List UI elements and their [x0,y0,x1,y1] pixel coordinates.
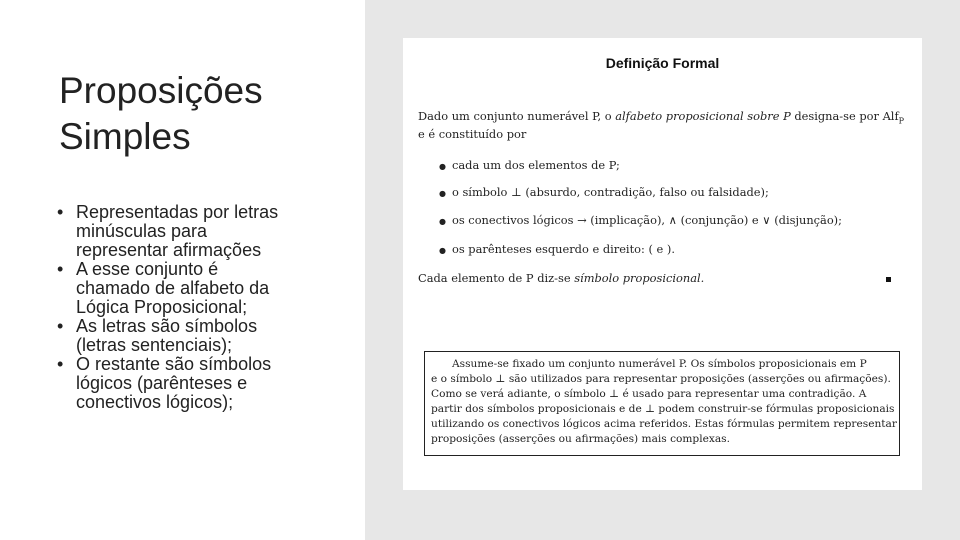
text: Cada elemento de P diz-se [418,271,575,285]
bullet-icon: ● [439,246,446,255]
bullet-line: As letras são símbolos [76,316,258,336]
text: designa-se por Alf [790,109,899,123]
bullet-line: (letras sentenciais); [76,335,233,355]
definition-card [403,38,922,490]
bullet-icon: • [57,354,64,374]
bullet-icon: ● [439,217,446,226]
list-item [439,213,842,227]
bullet-icon: • [57,202,64,222]
text: P [898,116,905,126]
title-line: Proposições [59,70,263,111]
closing-line [418,271,704,285]
bullet-icon: • [57,259,64,279]
bullet-line: conectivos lógicos); [76,392,234,412]
list-item [439,185,769,199]
bullet-icon: ● [439,189,446,198]
slide-title [59,68,263,160]
text: símbolo proposicional. [574,271,705,285]
bullet-line: O restante são símbolos [76,354,272,374]
text: os conectivos lógicos → (implicação), ∧ (conjunção) e ∨ (disjunção); [451,213,842,227]
bullet-icon: ● [439,162,446,171]
bullet-list [57,203,347,412]
note-line: e o símbolo ⊥ são utilizados para representar proposições (asserções ou afirmações). [431,373,891,385]
list-item [439,242,675,256]
bullet-icon: • [57,316,64,336]
qed-square-icon [886,277,891,282]
note-box [424,351,900,456]
bullet-line: minúsculas para [76,221,208,241]
bullet-line: representar afirmações [76,240,262,260]
text: os parênteses esquerdo e direito: ( e ). [451,242,675,256]
intro-line [418,109,904,125]
note-line: Como se verá adiante, o símbolo ⊥ é usado para representar uma contradição. A [431,388,867,400]
note-line: proposições (asserções ou afirmações) mais complexas. [431,433,730,445]
bullet-line: chamado de alfabeto da [76,278,270,298]
text: alfabeto proposicional sobre P [615,109,791,123]
bullet-line: lógicos (parênteses e [76,373,248,393]
intro-line: e é constituído por [418,127,527,141]
title-line: Simples [59,116,191,157]
bullet-item [57,203,347,260]
bullet-line: A esse conjunto é [76,259,219,279]
note-line: utilizando os conectivos lógicos acima referidos. Estas fórmulas permitem representar [431,418,897,430]
card-title: Definição Formal [605,55,720,71]
bullet-line: Lógica Proposicional; [76,297,248,317]
text: cada um dos elementos de P; [451,158,620,172]
note-line: Assume-se fixado um conjunto numerável P. Os símbolos proposicionais em P [452,358,867,370]
bullet-item [57,317,347,355]
bullet-item [57,260,347,317]
text: o símbolo ⊥ (absurdo, contradição, falso ou falsidade); [451,185,769,199]
list-item [439,158,620,172]
note-line: partir dos símbolos proposicionais e de ⊥ podem construir-se fórmulas proposicionais [431,403,895,415]
bullet-item [57,355,347,412]
text: Dado um conjunto numerável P, o [418,109,616,123]
bullet-line: Representadas por letras [76,202,279,222]
